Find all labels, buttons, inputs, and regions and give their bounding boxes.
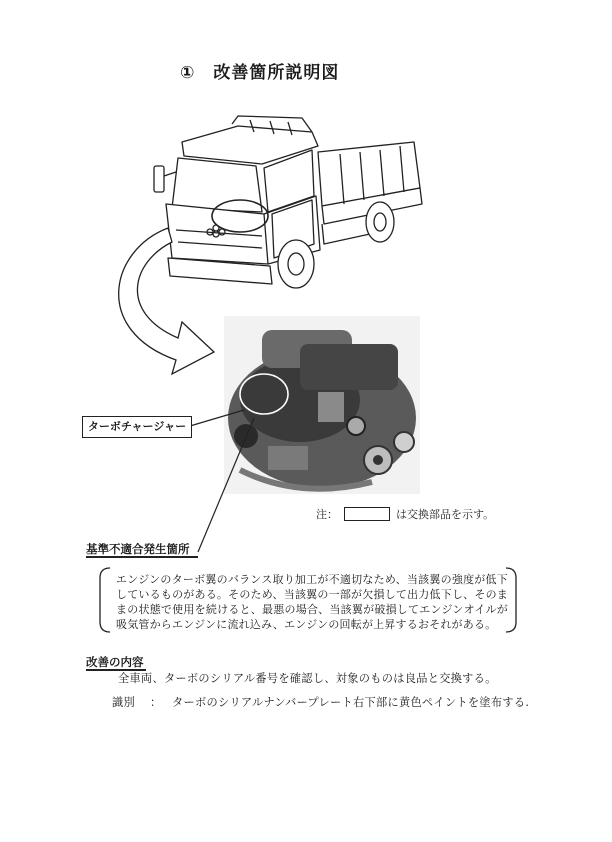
- defect-heading-underline: [86, 556, 198, 558]
- defect-description: エンジンのターボ翼のバランス取り加工が不適切なため、当該翼の強度が低下しているものがある。そのため、当該翼の一部が欠損して出力低下し、そのままの状態で使用を続けると、最悪の場合、当該翼が破損してエンジンオイルが吸気管からエンジンに流れ込み、エンジンの回転が上昇するおそれがある。: [116, 573, 508, 631]
- engine-photo: [224, 316, 420, 494]
- identification-colon: ：: [150, 696, 162, 709]
- improvement-line: 全車両、ターボのシリアル番号を確認し、対象のものは良品と交換する。: [118, 672, 497, 685]
- legend-note-prefix: 注：: [316, 508, 338, 521]
- identification-label: 識別: [112, 696, 135, 709]
- improvement-section-heading: 改善の内容: [86, 655, 144, 669]
- turbocharger-callout-label: ターボチャージャー: [82, 416, 192, 438]
- legend-note: [316, 506, 494, 522]
- truck-illustration: [154, 116, 422, 288]
- replacement-part-swatch: [344, 507, 390, 521]
- legend-note-suffix: は交換部品を示す。: [396, 508, 495, 521]
- identification-text: ターボのシリアルナンバープレート右下部に黄色ペイントを塗布する.: [172, 696, 530, 709]
- page-title: ① 改善箇所説明図: [180, 63, 340, 83]
- defect-section-heading: 基準不適合発生箇所: [86, 542, 190, 556]
